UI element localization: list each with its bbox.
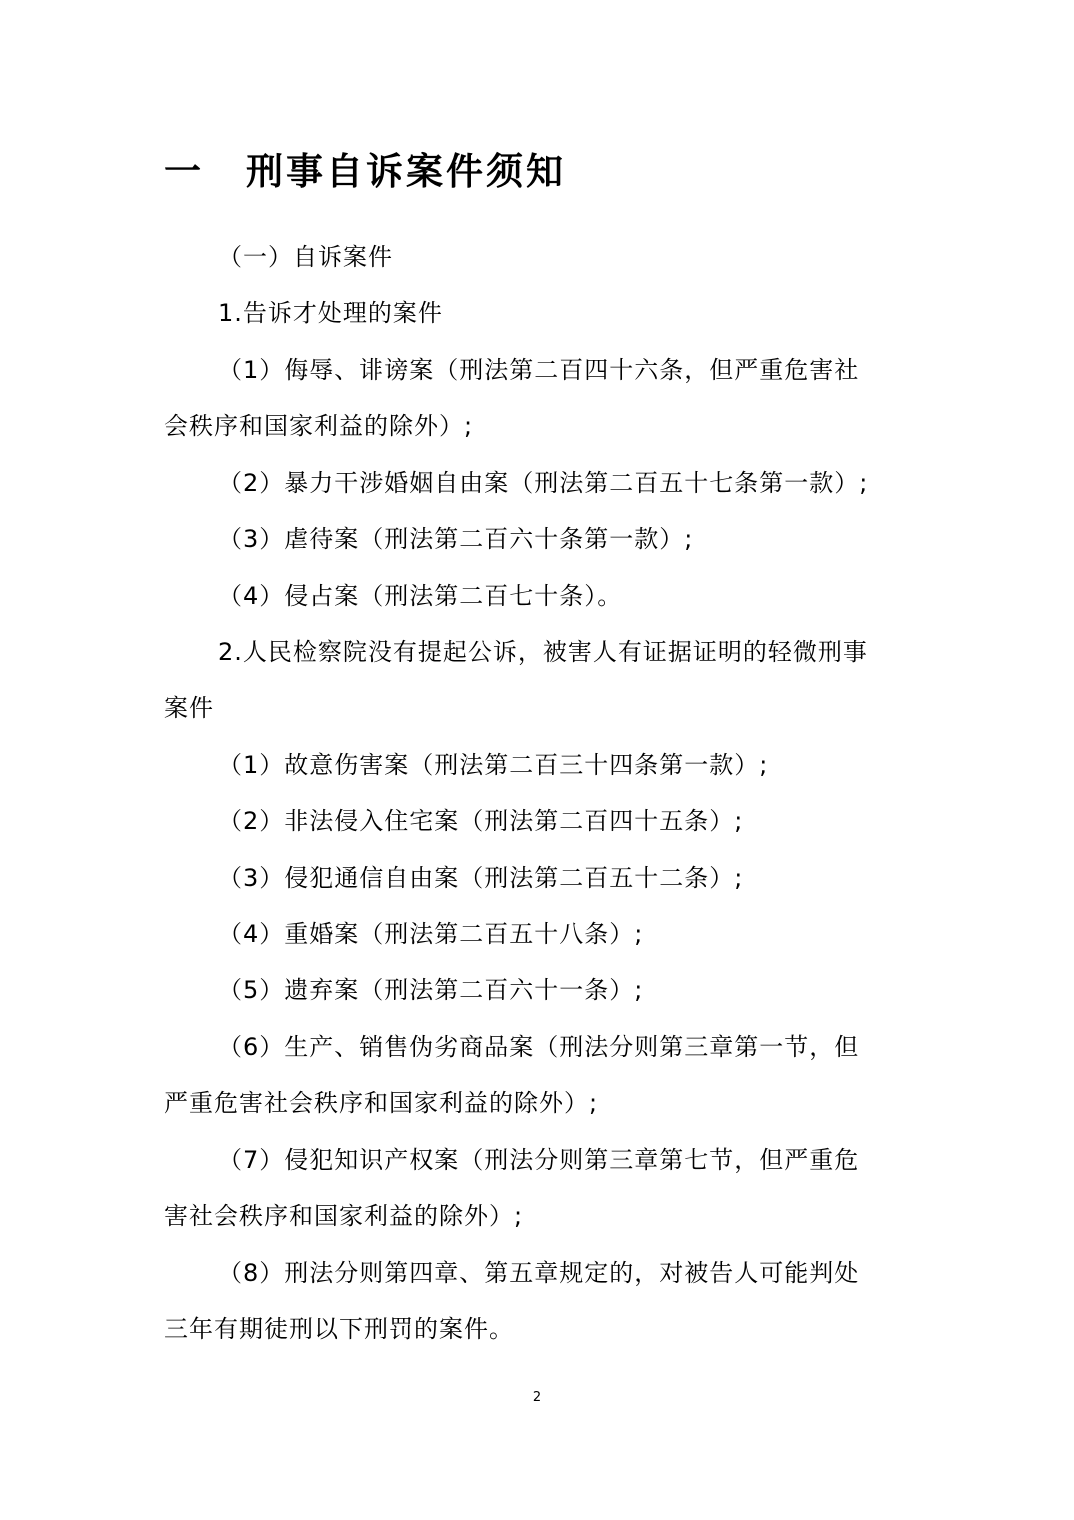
paragraph-line: （4）侵占案（刑法第二百七十条）。 xyxy=(218,582,623,610)
paragraph-line: （7）侵犯知识产权案（刑法分则第三章第七节，但严重危 xyxy=(218,1146,860,1174)
category-2-title: 2.人民检察院没有提起公诉，被害人有证据证明的轻微刑事 xyxy=(218,638,868,666)
paragraph-line: 会秩序和国家利益的除外）; xyxy=(164,412,474,440)
category-1-title: 1.告诉才处理的案件 xyxy=(218,299,443,327)
section-heading xyxy=(164,138,924,198)
paragraph-line: （3）侵犯通信自由案（刑法第二百五十二条）; xyxy=(218,864,744,892)
page-number: 2 xyxy=(532,1390,542,1405)
paragraph-line: （1）故意伤害案（刑法第二百三十四条第一款）; xyxy=(218,751,769,779)
paragraph-line: 害社会秩序和国家利益的除外）; xyxy=(164,1202,524,1230)
paragraph-line: 案件 xyxy=(164,694,214,722)
paragraph-line: （3）虐待案（刑法第二百六十条第一款）; xyxy=(218,525,694,553)
paragraph-line: （5）遗弃案（刑法第二百六十一条）; xyxy=(218,976,644,1004)
paragraph-line: （1）侮辱、诽谤案（刑法第二百四十六条，但严重危害社 xyxy=(218,356,860,384)
paragraph-line: （8）刑法分则第四章、第五章规定的，对被告人可能判处 xyxy=(218,1259,860,1287)
paragraph-line: 严重危害社会秩序和国家利益的除外）; xyxy=(164,1089,599,1117)
heading-title: 刑事自诉案件须知 xyxy=(246,150,566,193)
paragraph-line: （2）非法侵入住宅案（刑法第二百四十五条）; xyxy=(218,807,744,835)
subsection-title: （一）自诉案件 xyxy=(218,243,393,271)
paragraph-line: 三年有期徒刑以下刑罚的案件。 xyxy=(164,1315,514,1343)
paragraph-line: （2）暴力干涉婚姻自由案（刑法第二百五十七条第一款）; xyxy=(218,469,869,497)
paragraph-line: （6）生产、销售伪劣商品案（刑法分则第三章第一节，但 xyxy=(218,1033,860,1061)
paragraph-line: （4）重婚案（刑法第二百五十八条）; xyxy=(218,920,644,948)
heading-number: 一 xyxy=(164,150,204,193)
